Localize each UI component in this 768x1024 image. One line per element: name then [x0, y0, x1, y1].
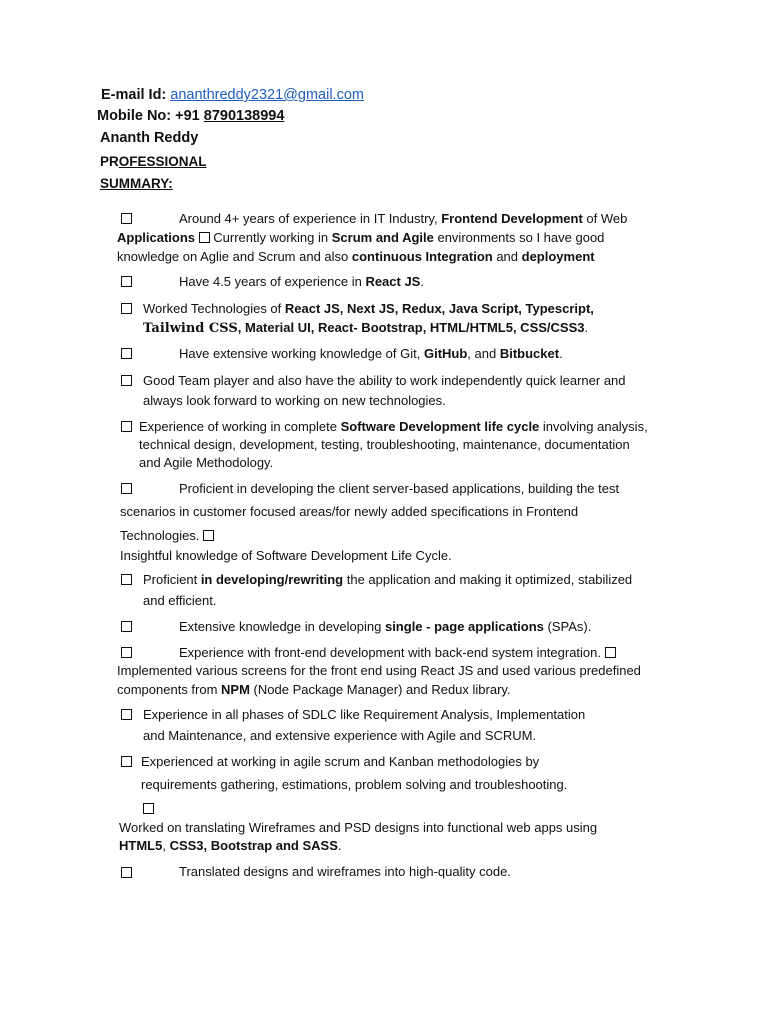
checkbox-icon — [203, 530, 214, 541]
list-item: requirements gathering, estimations, problem solving and troubleshooting. — [141, 777, 568, 792]
list-item: Around 4+ years of experience in IT Industry, Frontend Development of Web — [179, 211, 628, 226]
email-link[interactable]: ananthreddy2321@gmail.com — [170, 87, 364, 103]
checkbox-icon — [199, 232, 210, 243]
list-item: Technologies. — [120, 528, 214, 544]
candidate-name: Ananth Reddy — [100, 130, 199, 146]
list-item: components from NPM (Node Package Manager) and Redux library. — [117, 682, 511, 697]
list-item: Extensive knowledge in developing single - page applications (SPAs). — [179, 619, 592, 634]
mobile-line — [97, 107, 284, 125]
list-item: Experience with front-end development with back-end system integration. — [179, 645, 616, 661]
list-item: and Agile Methodology. — [139, 455, 274, 470]
list-item: technical design, development, testing, troubleshooting, maintenance, documentation — [139, 437, 630, 452]
checkbox-icon — [143, 801, 154, 817]
checkbox-icon — [121, 645, 132, 661]
list-item: Good Team player and also have the ability to work independently quick learner and — [143, 373, 626, 388]
list-item: knowledge on Aglie and Scrum and also continuous Integration and deployment — [117, 249, 595, 264]
checkbox-icon — [121, 481, 132, 497]
list-item: Experienced at working in agile scrum and Kanban methodologies by — [141, 754, 540, 769]
checkbox-icon — [605, 647, 616, 658]
mobile-number: 8790138994 — [203, 108, 285, 124]
checkbox-icon — [121, 346, 132, 362]
list-item: Worked on translating Wireframes and PSD designs into functional web apps using — [119, 820, 598, 835]
email-line — [101, 86, 364, 104]
list-item: always look forward to working on new technologies. — [143, 393, 446, 408]
list-item: Translated designs and wireframes into high-quality code. — [179, 864, 511, 879]
list-item: Experience in all phases of SDLC like Requirement Analysis, Implementation — [143, 707, 586, 722]
checkbox-icon — [121, 754, 132, 770]
list-item: and efficient. — [143, 593, 217, 608]
checkbox-icon — [121, 211, 132, 227]
list-item: Have extensive working knowledge of Git, GitHub, and Bitbucket. — [179, 346, 563, 361]
checkbox-icon — [121, 619, 132, 635]
section-title-line2: SUMMARY: — [100, 176, 173, 191]
checkbox-icon — [121, 419, 132, 435]
list-item: Proficient in developing/rewriting the application and making it optimized, stabilized — [143, 572, 633, 587]
checkbox-icon — [121, 274, 132, 290]
list-item: Proficient in developing the client server-based applications, building the test — [179, 481, 620, 496]
checkbox-icon — [121, 373, 132, 389]
list-item: Experience of working in complete Software Development life cycle involving analysis, — [139, 419, 648, 434]
mobile-label: Mobile No: +91 — [97, 108, 200, 124]
list-item: Insightful knowledge of Software Development Life Cycle. — [120, 548, 452, 563]
list-item: scenarios in customer focused areas/for newly added specifications in Frontend — [120, 504, 579, 519]
email-label: E-mail Id: — [101, 87, 167, 103]
checkbox-icon — [121, 707, 132, 723]
list-item: HTML5, CSS3, Bootstrap and SASS. — [119, 838, 342, 853]
section-title: PROFESSIONAL — [100, 154, 207, 169]
list-item: and Maintenance, and extensive experience with Agile and SCRUM. — [143, 728, 537, 743]
checkbox-icon — [121, 865, 132, 881]
list-item: Tailwind CSS, Material UI, React- Bootstrap, HTML/HTML5, CSS/CSS3. — [143, 320, 589, 336]
list-item: Worked Technologies of React JS, Next JS, Redux, Java Script, Typescript, — [143, 301, 594, 316]
checkbox-icon — [121, 572, 132, 588]
checkbox-icon — [121, 301, 132, 317]
list-item: Have 4.5 years of experience in React JS. — [179, 274, 424, 289]
list-item: Implemented various screens for the front end using React JS and used various predefined — [117, 663, 641, 678]
list-item: Applications Currently working in Scrum and Agile environments so I have good — [117, 230, 605, 245]
